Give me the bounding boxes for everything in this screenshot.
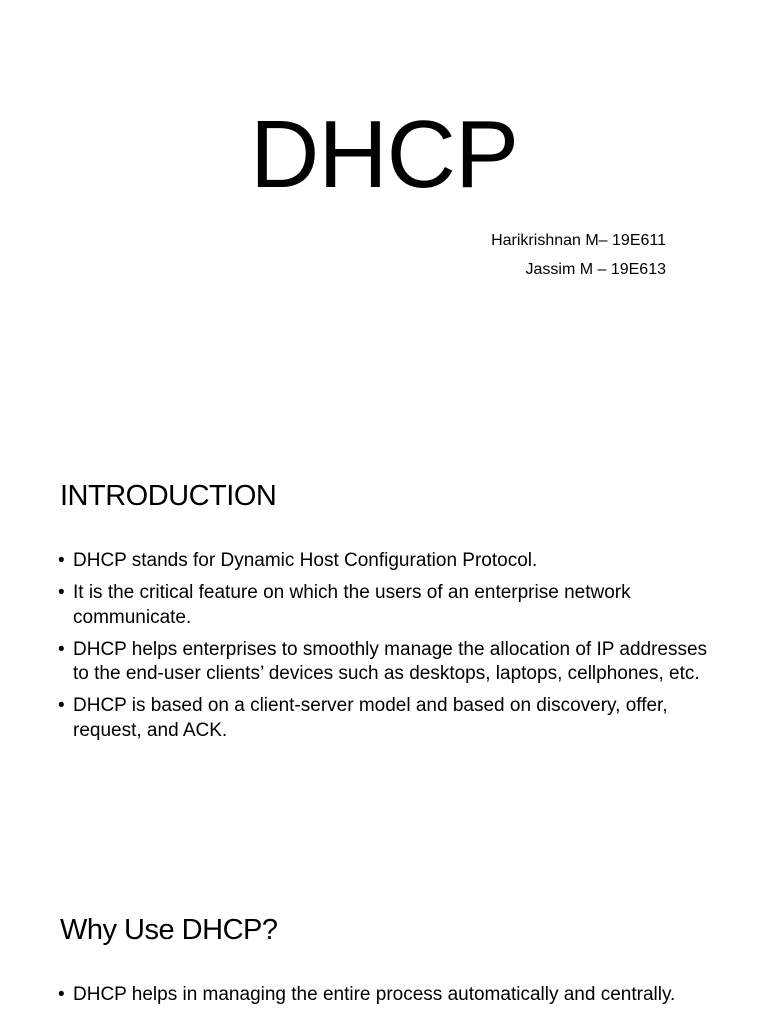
- bullet-list: [58, 983, 718, 1015]
- bullet-list: [58, 549, 718, 751]
- presentation-title: DHCP: [249, 101, 518, 208]
- bullet-text: It is the critical feature on which the users of an enterprise network communicate.: [73, 582, 631, 628]
- bullet-text: DHCP is based on a client-server model and based on discovery, offer, request, and ACK.: [73, 695, 668, 741]
- slide-heading: INTRODUCTION: [60, 480, 277, 512]
- bullet-item: [58, 549, 718, 574]
- why-use-dhcp-slide: [0, 864, 768, 1024]
- author-line: Jassim M – 19E613: [525, 261, 666, 278]
- bullet-item: [58, 983, 718, 1008]
- bullet-icon: •: [58, 550, 65, 571]
- bullet-text: DHCP helps enterprises to smoothly manage the allocation of IP addresses to the end-user clients’ devices such as desktops, laptops, cellphones, etc.: [73, 638, 708, 684]
- author-list: [491, 226, 666, 284]
- introduction-slide: [0, 432, 768, 864]
- bullet-icon: •: [58, 695, 65, 716]
- bullet-text: DHCP helps in managing the entire process automatically and centrally.: [73, 984, 676, 1005]
- author-line: Harikrishnan M– 19E611: [491, 232, 666, 249]
- slide-heading: Why Use DHCP?: [60, 914, 278, 946]
- bullet-icon: •: [58, 638, 65, 660]
- title-slide: [0, 0, 768, 432]
- bullet-item: [58, 638, 718, 687]
- bullet-item: [58, 581, 718, 630]
- bullet-item: [58, 694, 718, 743]
- bullet-text: DHCP stands for Dynamic Host Configuration Protocol.: [73, 550, 538, 571]
- bullet-icon: •: [58, 582, 65, 603]
- bullet-icon: •: [58, 984, 65, 1005]
